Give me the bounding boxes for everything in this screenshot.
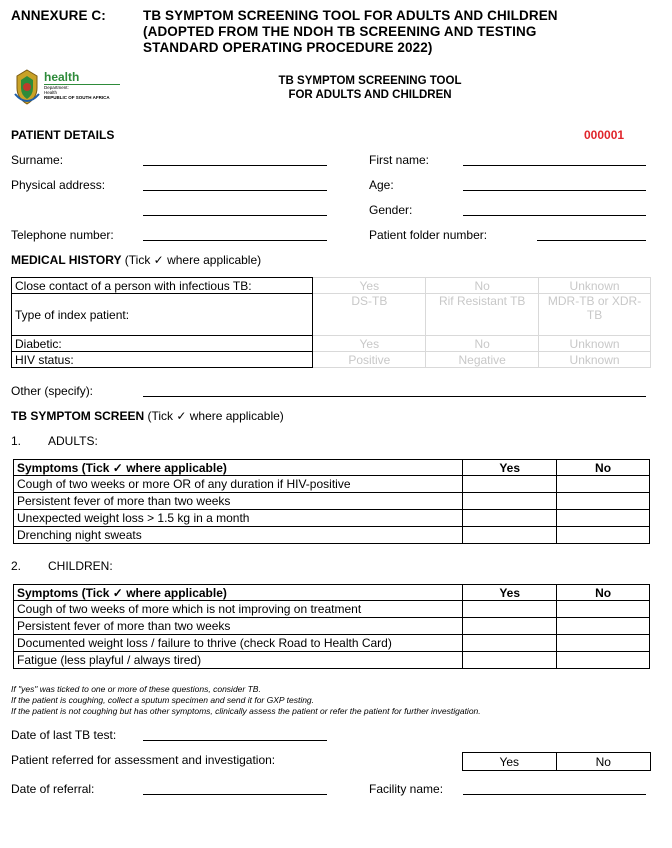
health-department-logo <box>12 68 122 108</box>
adults-label: ADULTS: <box>48 434 98 448</box>
no-cell[interactable] <box>557 652 650 669</box>
option-cell[interactable]: Unknown <box>539 278 651 294</box>
note-line: If "yes" was ticked to one or more of these questions, consider TB. <box>11 684 261 694</box>
medical-history-heading-bold: MEDICAL HISTORY <box>11 253 122 267</box>
no-cell[interactable] <box>557 510 650 527</box>
age-label: Age: <box>369 178 394 192</box>
table-row <box>12 352 651 368</box>
symptoms-header: Symptoms (Tick ✓ where applicable) <box>14 460 463 476</box>
title-line: STANDARD OPERATING PROCEDURE 2022) <box>143 40 433 55</box>
referred-label: Patient referred for assessment and investigation: <box>11 753 276 767</box>
facility-label: Facility name: <box>369 782 444 796</box>
age-field[interactable] <box>463 190 646 191</box>
symptom-label: Cough of two weeks of more which is not improving on treatment <box>14 601 463 618</box>
note-line: If the patient is not coughing but has other symptoms, clinically assess the patient or refer the patient for further investigation. <box>11 706 481 716</box>
gender-field[interactable] <box>463 215 646 216</box>
no-cell[interactable] <box>557 527 650 544</box>
form-title <box>240 74 500 102</box>
logo-subtext <box>44 85 110 100</box>
no-cell[interactable] <box>557 635 650 652</box>
symptom-label: Persistent fever of more than two weeks <box>14 618 463 635</box>
logo-sub: Department: <box>44 85 69 90</box>
no-cell[interactable] <box>557 618 650 635</box>
yes-cell[interactable] <box>463 635 557 652</box>
option-cell[interactable]: No <box>426 336 539 352</box>
other-field[interactable] <box>143 396 646 397</box>
logo-sub: REPUBLIC OF SOUTH AFRICA <box>44 95 110 100</box>
yes-cell[interactable] <box>463 476 557 493</box>
children-label: CHILDREN: <box>48 559 113 573</box>
no-header: No <box>557 585 650 601</box>
referred-yes[interactable]: Yes <box>463 753 557 771</box>
option-cell[interactable]: Positive <box>313 352 426 368</box>
title-line: (ADOPTED FROM THE NDOH TB SCREENING AND TESTING <box>143 24 537 39</box>
logo-word: health <box>44 70 80 84</box>
table-header-row <box>14 585 650 601</box>
table-row <box>14 527 650 544</box>
patient-number: 000001 <box>584 128 625 142</box>
other-label: Other (specify): <box>11 384 94 398</box>
folder-label: Patient folder number: <box>369 228 488 242</box>
adults-number: 1. <box>11 434 22 448</box>
yes-cell[interactable] <box>463 510 557 527</box>
table-row <box>14 510 650 527</box>
surname-field[interactable] <box>143 165 327 166</box>
symptom-screen-heading-bold: TB SYMPTOM SCREEN <box>11 409 145 423</box>
referral-date-label: Date of referral: <box>11 782 95 796</box>
option-cell[interactable]: Negative <box>426 352 539 368</box>
table-row <box>14 493 650 510</box>
medical-history-heading <box>11 253 261 267</box>
row-label: HIV status: <box>12 352 313 368</box>
form-title-line: TB SYMPTOM SCREENING TOOL <box>278 75 462 87</box>
option-cell[interactable]: MDR-TB or XDR-TB <box>539 294 651 336</box>
guidance-notes <box>11 684 651 717</box>
no-header: No <box>557 460 650 476</box>
gender-label: Gender: <box>369 203 413 217</box>
title-line: TB SYMPTOM SCREENING TOOL FOR ADULTS AND CHILDREN <box>143 8 558 23</box>
table-row <box>14 618 650 635</box>
address-label: Physical address: <box>11 178 106 192</box>
logo-sub: Health <box>44 90 58 95</box>
folder-field[interactable] <box>537 240 646 241</box>
symptom-screen-heading <box>11 409 284 423</box>
table-row <box>12 278 651 294</box>
option-cell[interactable]: Unknown <box>539 336 651 352</box>
telephone-field[interactable] <box>143 240 327 241</box>
first-name-field[interactable] <box>463 165 646 166</box>
no-cell[interactable] <box>557 476 650 493</box>
table-row <box>14 635 650 652</box>
address-field-2[interactable] <box>143 215 327 216</box>
no-cell[interactable] <box>557 601 650 618</box>
yes-cell[interactable] <box>463 618 557 635</box>
symptom-label: Unexpected weight loss > 1.5 kg in a month <box>14 510 463 527</box>
referred-no[interactable]: No <box>556 753 650 771</box>
patient-details-heading: PATIENT DETAILS <box>11 128 115 142</box>
symptom-label: Fatigue (less playful / always tired) <box>14 652 463 669</box>
table-row <box>14 652 650 669</box>
option-cell[interactable]: Yes <box>313 336 426 352</box>
facility-field[interactable] <box>463 794 646 795</box>
adults-symptom-table <box>13 459 650 544</box>
surname-label: Surname: <box>11 153 64 167</box>
yes-cell[interactable] <box>463 652 557 669</box>
symptom-label: Documented weight loss / failure to thrive (check Road to Health Card) <box>14 635 463 652</box>
note-line: If the patient is coughing, collect a sputum specimen and send it for GXP testing. <box>11 695 315 705</box>
no-cell[interactable] <box>557 493 650 510</box>
first-name-label: First name: <box>369 153 430 167</box>
medical-history-heading-rest: (Tick ✓ where applicable) <box>121 253 262 267</box>
yes-header: Yes <box>463 585 557 601</box>
table-row <box>12 294 651 336</box>
annexure-label: ANNEXURE C: <box>11 8 106 23</box>
yes-cell[interactable] <box>463 601 557 618</box>
coat-of-arms-icon <box>12 68 42 106</box>
symptom-label: Drenching night sweats <box>14 527 463 544</box>
option-cell[interactable]: No <box>426 278 539 294</box>
children-number: 2. <box>11 559 22 573</box>
symptom-screen-heading-rest: (Tick ✓ where applicable) <box>144 409 284 423</box>
last-test-field[interactable] <box>143 740 327 741</box>
symptom-label: Cough of two weeks or more OR of any duration if HIV-positive <box>14 476 463 493</box>
yes-cell[interactable] <box>463 493 557 510</box>
row-label: Type of index patient: <box>12 294 313 336</box>
option-cell[interactable]: Rif Resistant TB <box>426 294 539 336</box>
address-field-1[interactable] <box>143 190 327 191</box>
option-cell[interactable]: Unknown <box>539 352 651 368</box>
medical-history-table <box>11 277 651 368</box>
row-label: Diabetic: <box>12 336 313 352</box>
last-test-label: Date of last TB test: <box>11 728 117 742</box>
option-cell[interactable]: Yes <box>313 278 426 294</box>
symptoms-header: Symptoms (Tick ✓ where applicable) <box>14 585 463 601</box>
referred-options <box>462 752 651 771</box>
option-cell[interactable]: DS-TB <box>313 294 426 336</box>
yes-cell[interactable] <box>463 527 557 544</box>
referral-date-field[interactable] <box>143 794 327 795</box>
row-label: Close contact of a person with infectious TB: <box>12 278 313 294</box>
children-symptom-table <box>13 584 650 669</box>
telephone-label: Telephone number: <box>11 228 114 242</box>
table-row <box>14 601 650 618</box>
table-row <box>12 336 651 352</box>
form-title-line: FOR ADULTS AND CHILDREN <box>288 89 452 101</box>
document-title <box>143 8 558 56</box>
table-row <box>14 476 650 493</box>
table-header-row <box>14 460 650 476</box>
yes-header: Yes <box>463 460 557 476</box>
symptom-label: Persistent fever of more than two weeks <box>14 493 463 510</box>
